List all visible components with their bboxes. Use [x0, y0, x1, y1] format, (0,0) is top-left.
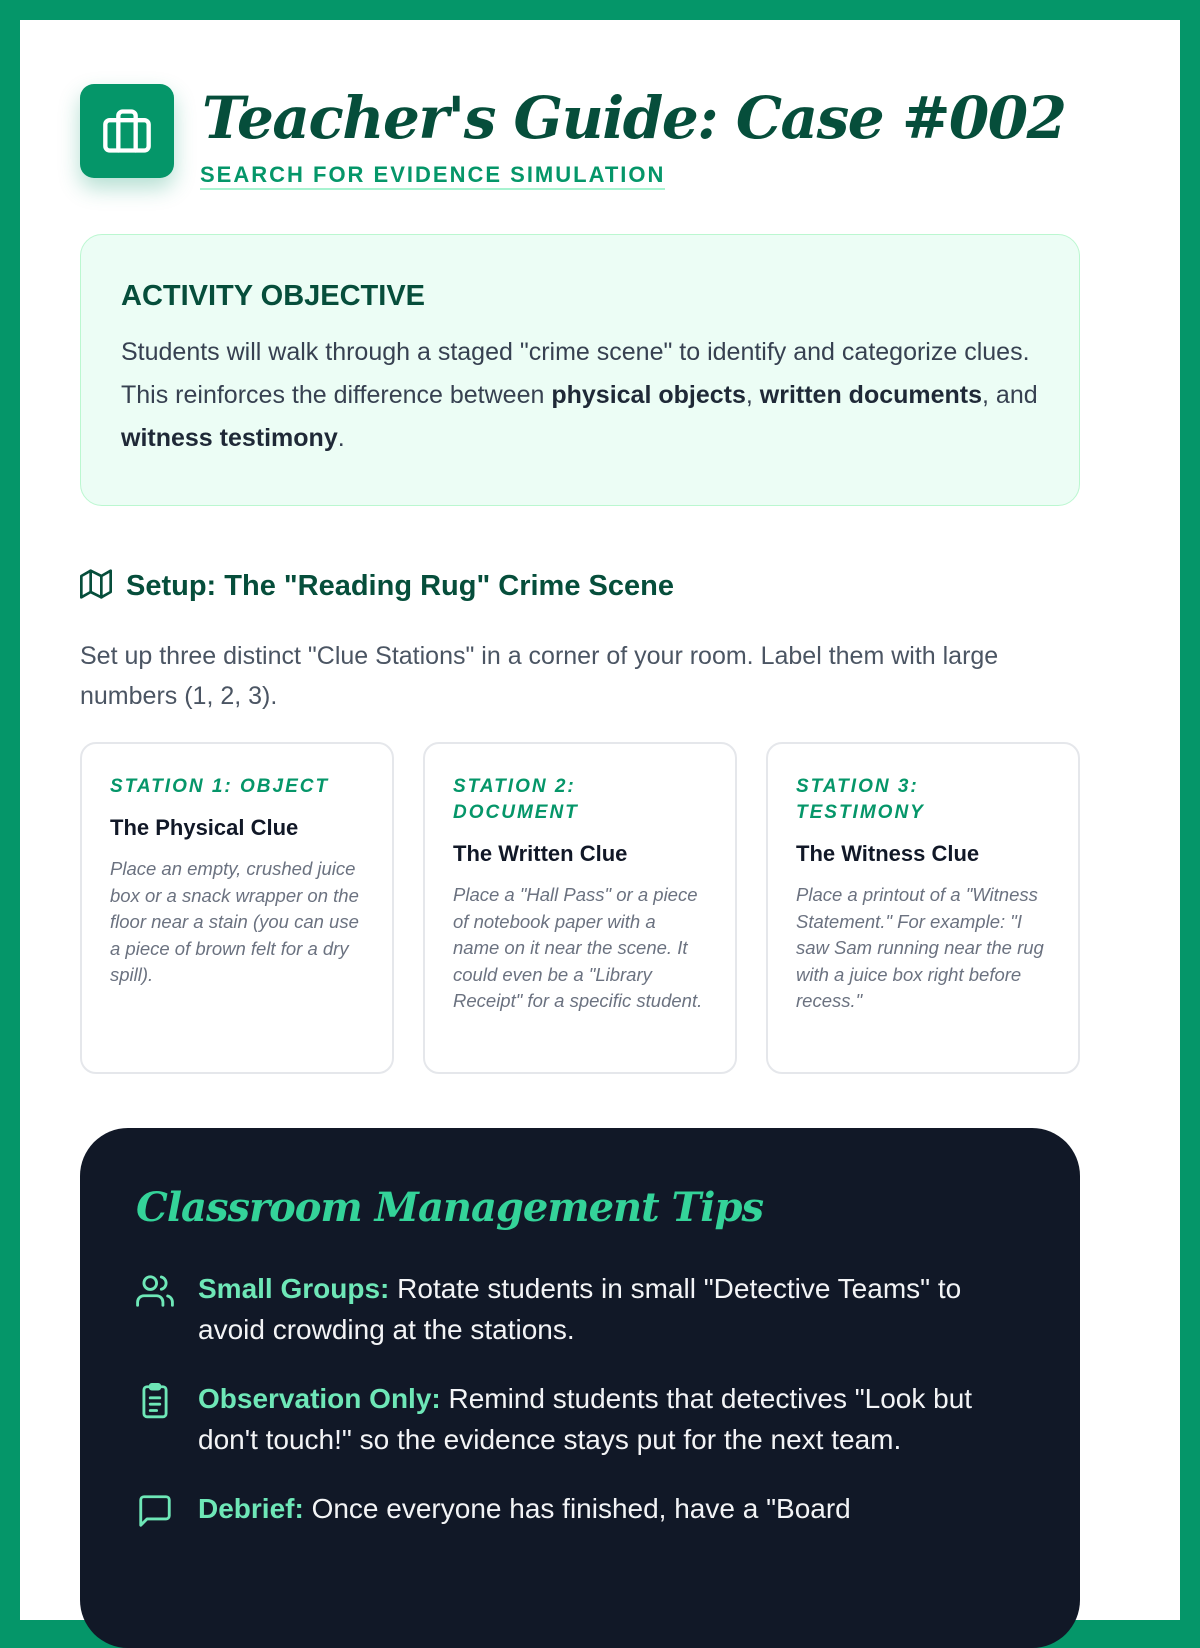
objective-separator: ,: [745, 381, 760, 409]
tips-heading: Classroom Management Tips: [136, 1184, 763, 1231]
station-description: Place a printout of a "Witness Statement." For example: "I saw Sam running near the rug with a juice box right before recess.": [796, 884, 1044, 1011]
tip-label: Small Groups:: [198, 1273, 390, 1304]
station-cards: [80, 742, 1080, 1074]
setup-section-header: [80, 566, 674, 606]
setup-heading: Setup: The "Reading Rug" Crime Scene: [126, 569, 674, 602]
page-subtitle: SEARCH FOR EVIDENCE SIMULATION: [200, 162, 665, 190]
station-description: Place a "Hall Pass" or a piece of notebook paper with a name on it near the scene. It could even be a "Library Receipt" for a specific student.: [453, 884, 703, 1011]
tip-text: [198, 1268, 1024, 1350]
tip-item: [136, 1488, 1024, 1535]
tip-item: [136, 1268, 1024, 1350]
objective-text-intro: Students will walk through a staged "crime scene" to identify and categorize clues. This reinforces the difference between: [121, 338, 1030, 409]
station-title: The Physical Clue: [110, 815, 299, 840]
clipboard-icon: [136, 1378, 198, 1460]
tip-body: Remind students that detectives "Look but don't touch!" so the evidence stays put for the next team.: [198, 1383, 973, 1455]
station-description: Place an empty, crushed juice box or a snack wrapper on the floor near a stain (you can use a piece of brown felt for a dry spill).: [110, 858, 359, 985]
setup-description: Set up three distinct "Clue Stations" in a corner of your room. Label them with large numbers (1, 2, 3).: [80, 642, 999, 710]
objective-text: [121, 331, 1039, 460]
page-header: [80, 84, 1080, 204]
page-title: Teacher's Guide: Case #002: [202, 84, 1066, 152]
message-square-icon: [136, 1488, 198, 1535]
objective-heading: ACTIVITY OBJECTIVE: [121, 280, 426, 312]
objective-term-physical: physical objects: [551, 381, 746, 409]
users-icon: [136, 1268, 198, 1350]
map-icon: [80, 568, 112, 605]
station-tag: STATION 1: OBJECT: [110, 776, 330, 797]
tip-label: Debrief:: [198, 1493, 304, 1524]
station-card-object: [80, 742, 394, 1074]
objective-separator: , and: [982, 381, 1038, 409]
station-title: The Written Clue: [453, 841, 628, 866]
station-title: The Witness Clue: [796, 841, 980, 866]
tip-text: [198, 1488, 851, 1535]
station-card-document: [423, 742, 737, 1074]
tip-body: Once everyone has finished, have a "Board: [303, 1493, 851, 1524]
objective-panel: [80, 234, 1080, 506]
objective-term-testimony: witness testimony: [121, 424, 338, 452]
tip-body: Rotate students in small "Detective Teams" to avoid crowding at the stations.: [198, 1273, 962, 1345]
station-card-testimony: [766, 742, 1080, 1074]
tip-item: [136, 1378, 1024, 1460]
station-tag: STATION 3: TESTIMONY: [796, 776, 925, 823]
objective-term-written: written documents: [759, 381, 983, 409]
tip-label: Observation Only:: [198, 1383, 441, 1414]
station-tag: STATION 2: DOCUMENT: [453, 776, 579, 823]
objective-text-end: .: [337, 424, 345, 452]
tip-text: [198, 1378, 1024, 1460]
tips-panel: [80, 1128, 1080, 1648]
briefcase-icon: [80, 84, 174, 178]
